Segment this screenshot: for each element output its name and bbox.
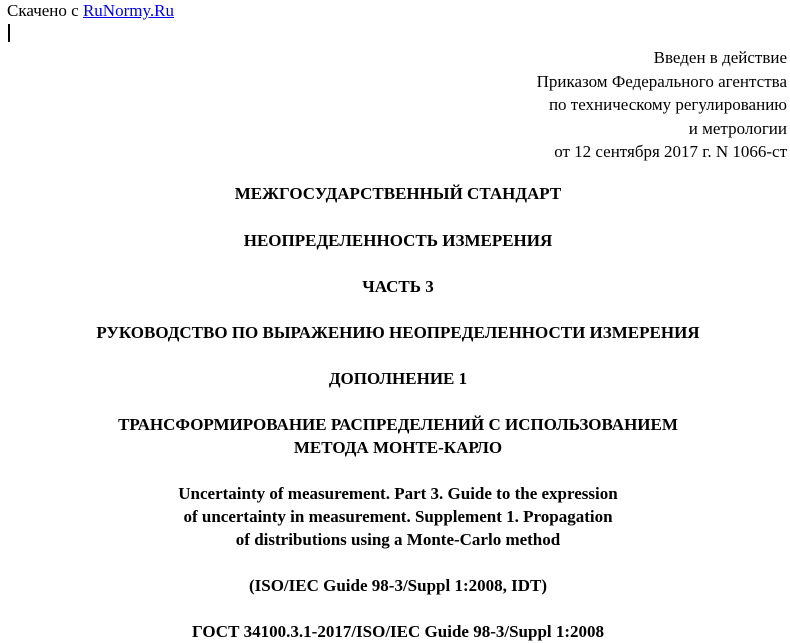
decree-line: Приказом Федерального агентства <box>536 71 787 91</box>
source-link[interactable]: RuNormy.Ru <box>82 1 174 20</box>
english-title-line: of uncertainty in measurement. Supplement 1. Propagation <box>183 507 613 526</box>
guide-heading: РУКОВОДСТВО ПО ВЫРАЖЕНИЮ НЕОПРЕДЕЛЕННОСТИ ИЗМЕРЕНИЯ <box>96 323 700 342</box>
english-title-line: of distributions using a Monte-Carlo method <box>235 530 561 549</box>
decree-line: и метрологии <box>688 118 787 138</box>
iso-reference: (ISO/IEC Guide 98-3/Suppl 1:2008, IDT) <box>248 576 548 595</box>
standard-type-heading: МЕЖГОСУДАРСТВЕННЫЙ СТАНДАРТ <box>234 184 562 203</box>
text-cursor <box>8 24 10 42</box>
part-heading: ЧАСТЬ 3 <box>362 277 434 296</box>
decree-line: от 12 сентября 2017 г. N 1066-ст <box>554 142 787 161</box>
english-title <box>0 482 790 551</box>
subject-heading <box>0 413 790 459</box>
subject-line: ТРАНСФОРМИРОВАНИЕ РАСПРЕДЕЛЕНИЙ С ИСПОЛЬЗОВАНИЕМ <box>118 415 678 434</box>
title-heading: НЕОПРЕДЕЛЕННОСТЬ ИЗМЕРЕНИЯ <box>243 231 553 250</box>
subject-line: МЕТОДА МОНТЕ-КАРЛО <box>293 438 503 457</box>
decree-block <box>537 46 787 164</box>
english-title-line: Uncertainty of measurement. Part 3. Guide to the expression <box>178 484 618 503</box>
decree-line: по техническому регулированию <box>548 95 787 114</box>
gost-number: ГОСТ 34100.3.1-2017/ISO/IEC Guide 98-3/Suppl 1:2008 <box>191 622 605 641</box>
source-prefix: Скачено с <box>7 1 83 20</box>
decree-line: Введен в действие <box>653 48 787 67</box>
source-line <box>7 1 174 21</box>
supplement-heading: ДОПОЛНЕНИЕ 1 <box>328 369 468 388</box>
